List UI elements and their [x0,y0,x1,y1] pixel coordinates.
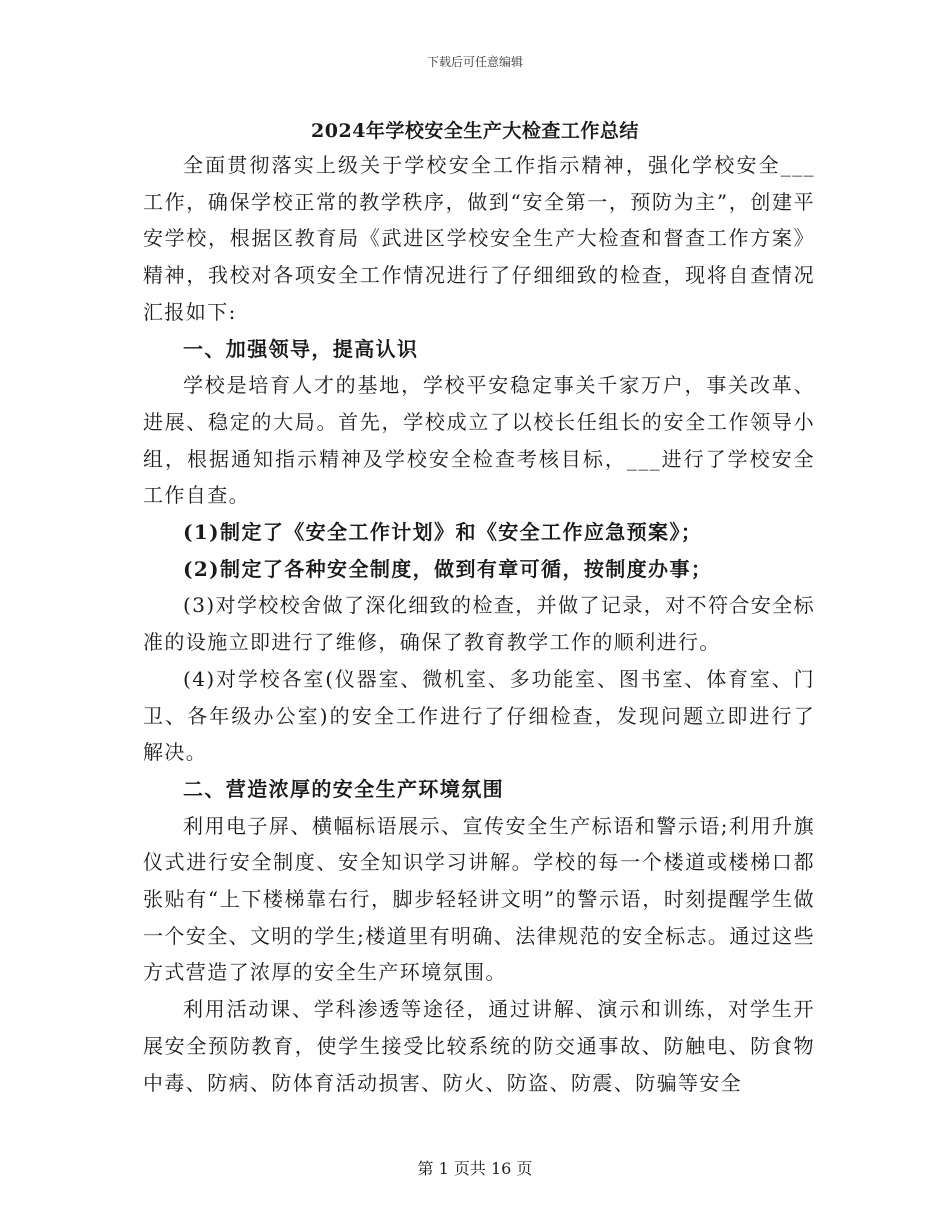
list-item-3: (3)对学校校舍做了深化细致的检查，并做了记录，对不符合安全标准的设施立即进行了维修，确保了教育教学工作的顺利进行。 [143,593,815,655]
document-title: 2024年学校安全生产大检查工作总结 [311,120,639,142]
section-heading-1: 一、加强领导，提高认识 [183,336,419,361]
page-number: 第 1 页共 16 页 [417,1159,533,1178]
header-note: 下载后可任意编辑 [426,55,523,69]
list-item-4: (4)对学校各室(仪器室、微机室、多功能室、图书室、体育室、门卫、各年级办公室)的安全工作进行了仔细检查，发现问题立即进行了解决。 [143,666,815,765]
section-heading-2: 二、营造浓厚的安全生产环境氛围 [183,776,504,801]
list-item-1: (1)制定了《安全工作计划》和《安全工作应急预案》； [183,520,703,545]
body-paragraph: 利用活动课、学科渗透等途径，通过讲解、演示和训练，对学生开展安全预防教育，使学生接受比较系统的防交通事故、防触电、防食物中毒、防病、防体育活动损害、防火、防盗、防震、防骗等安全 [143,997,815,1095]
document-body [143,147,815,1101]
intro-paragraph: 全面贯彻落实上级关于学校安全工作指示精神，强化学校安全___工作，确保学校正常的教学秩序，做到“安全第一，预防为主”，创建平安学校，根据区教育局《武进区学校安全生产大检查和督查工作方案》精神，我校对各项安全工作情况进行了仔细细致的检查，现将自查情况汇报如下: [143,153,815,324]
list-item-2: (2)制定了各种安全制度，做到有章可循，按制度办事； [183,556,713,581]
body-paragraph: 学校是培育人才的基地，学校平安稳定事关千家万户，事关改革、进展、稳定的大局。首先，学校成立了以校长任组长的安全工作领导小组，根据通知指示精神及学校安全检查考核目标，___进行了学校安全工作自查。 [143,373,815,508]
body-paragraph: 利用电子屏、横幅标语展示、宣传安全生产标语和警示语;利用升旗仪式进行安全制度、安全知识学习讲解。学校的每一个楼道或楼梯口都张贴有“上下楼梯靠右行，脚步轻轻讲文明”的警示语，时刻提醒学生做一个安全、文明的学生;楼道里有明确、法律规范的安全标志。通过这些方式营造了浓厚的安全生产环境氛围。 [143,813,815,985]
